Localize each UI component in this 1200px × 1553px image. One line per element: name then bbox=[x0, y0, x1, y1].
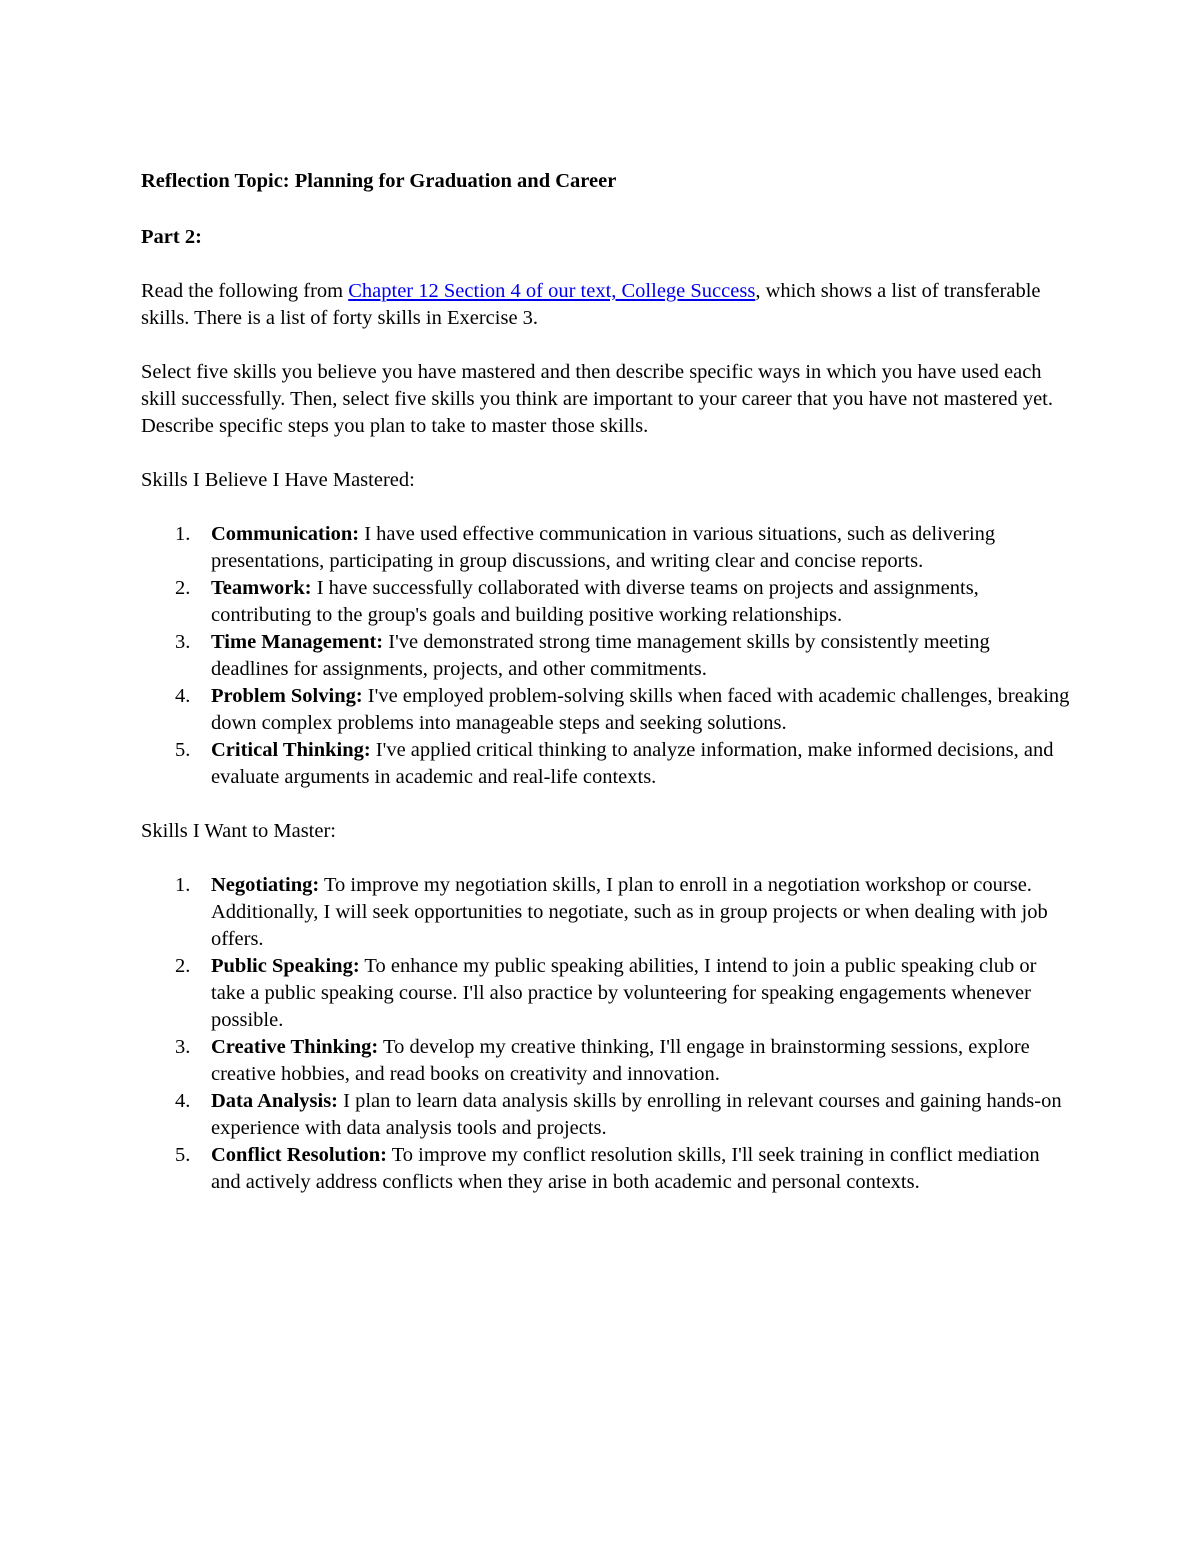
skill-description: I've demonstrated strong time management skills by consistently meeting deadlines for assignments, projects, and other commitments. bbox=[211, 631, 990, 680]
textbook-chapter-link[interactable]: Chapter 12 Section 4 of our text, College Success bbox=[348, 280, 756, 302]
skill-term: Data Analysis: bbox=[211, 1090, 339, 1112]
list-number: 2. bbox=[175, 955, 191, 977]
mastered-skills-list bbox=[141, 521, 1071, 791]
list-item bbox=[141, 575, 1071, 629]
instructions-paragraph: Select five skills you believe you have mastered and then describe specific ways in which you have used each skill successfully. Then, select five skills you think are important to your career that you have not mastered yet. Describe specific steps you plan to take to master those skills. bbox=[141, 361, 1053, 437]
list-item bbox=[141, 737, 1071, 791]
list-item bbox=[141, 953, 1071, 1034]
skill-description: To improve my negotiation skills, I plan to enroll in a negotiation workshop or course. Additionally, I will seek opportunities to negotiate, such as in group projects or when dealing with job offers. bbox=[211, 874, 1048, 950]
skill-term: Public Speaking: bbox=[211, 955, 360, 977]
list-number: 2. bbox=[175, 577, 191, 599]
skill-term: Time Management: bbox=[211, 631, 384, 653]
skill-description: I've applied critical thinking to analyze information, make informed decisions, and evaluate arguments in academic and real-life contexts. bbox=[211, 739, 1054, 788]
skill-term: Communication: bbox=[211, 523, 360, 545]
list-number: 5. bbox=[175, 1144, 191, 1166]
skill-term: Critical Thinking: bbox=[211, 739, 371, 761]
skill-description: To develop my creative thinking, I'll engage in brainstorming sessions, explore creative hobbies, and read books on creativity and innovation. bbox=[211, 1036, 1030, 1085]
list-number: 3. bbox=[175, 1036, 191, 1058]
document-page bbox=[141, 168, 1071, 1196]
intro-text-after: , which shows a list of transferable skills. There is a list of forty skills in Exercise 3. bbox=[141, 280, 1041, 329]
list-number: 1. bbox=[175, 874, 191, 896]
list-number: 4. bbox=[175, 1090, 191, 1112]
skill-description: I've employed problem-solving skills when faced with academic challenges, breaking down complex problems into manageable steps and seeking solutions. bbox=[211, 685, 1070, 734]
list-number: 3. bbox=[175, 631, 191, 653]
document-title: Reflection Topic: Planning for Graduation and Career bbox=[141, 170, 617, 192]
list-item bbox=[141, 1088, 1071, 1142]
skill-term: Conflict Resolution: bbox=[211, 1144, 387, 1166]
skill-description: To enhance my public speaking abilities, I intend to join a public speaking club or take a public speaking course. I'll also practice by volunteering for speaking engagements whenever possible. bbox=[211, 955, 1037, 1031]
skill-description: To improve my conflict resolution skills, I'll seek training in conflict mediation and actively address conflicts when they arise in both academic and personal contexts. bbox=[211, 1144, 1040, 1193]
list-number: 5. bbox=[175, 739, 191, 761]
skill-description: I have successfully collaborated with diverse teams on projects and assignments, contributing to the group's goals and building positive working relationships. bbox=[211, 577, 979, 626]
list-item bbox=[141, 521, 1071, 575]
list-item bbox=[141, 629, 1071, 683]
list-item bbox=[141, 1034, 1071, 1088]
intro-text-before: Read the following from bbox=[141, 280, 349, 302]
list-item bbox=[141, 683, 1071, 737]
mastered-skills-heading: Skills I Believe I Have Mastered: bbox=[141, 469, 415, 491]
skill-term: Creative Thinking: bbox=[211, 1036, 379, 1058]
skill-term: Negotiating: bbox=[211, 874, 320, 896]
list-item bbox=[141, 1142, 1071, 1196]
list-item bbox=[141, 872, 1071, 953]
skill-description: I have used effective communication in various situations, such as delivering presentations, participating in group discussions, and writing clear and concise reports. bbox=[211, 523, 996, 572]
skill-description: I plan to learn data analysis skills by enrolling in relevant courses and gaining hands-on experience with data analysis tools and projects. bbox=[211, 1090, 1062, 1139]
skill-term: Teamwork: bbox=[211, 577, 312, 599]
list-number: 4. bbox=[175, 685, 191, 707]
skills-to-master-list bbox=[141, 872, 1071, 1196]
skill-term: Problem Solving: bbox=[211, 685, 363, 707]
intro-paragraph bbox=[141, 278, 1071, 332]
skills-to-master-heading: Skills I Want to Master: bbox=[141, 820, 336, 842]
part-heading: Part 2: bbox=[141, 226, 202, 248]
list-number: 1. bbox=[175, 523, 191, 545]
